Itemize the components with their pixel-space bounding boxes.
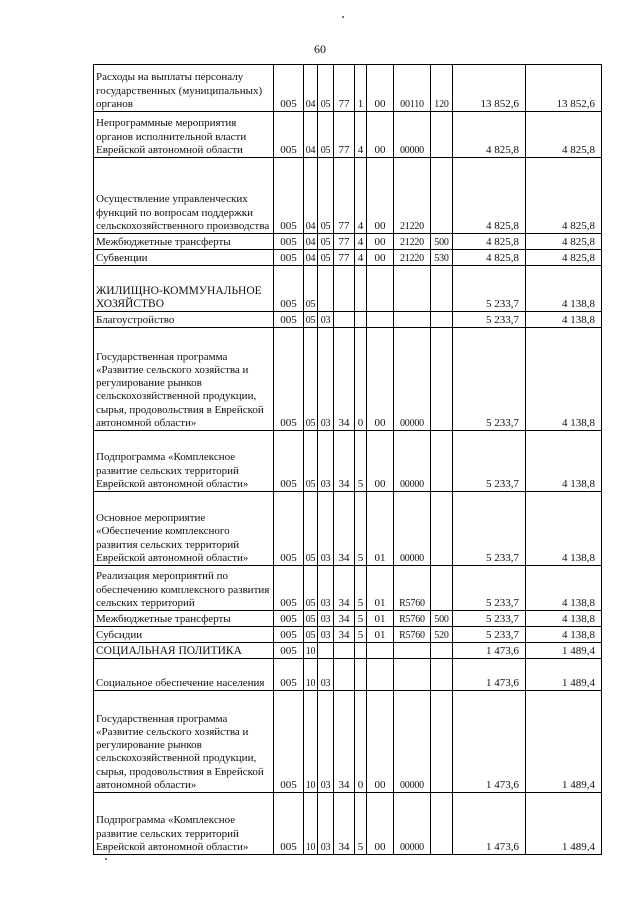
cell-pr: 05	[318, 234, 334, 250]
cell-sum-2: 1 489,4	[526, 643, 602, 659]
row-name: Непрограммные мероприятия органов исполнительной власти Еврейской автономной области	[94, 112, 274, 158]
cell-rz: 05	[304, 312, 318, 328]
cell-program: 77	[334, 112, 355, 158]
row-name: Субвенции	[94, 250, 274, 266]
cell-vr	[431, 112, 453, 158]
table-row	[94, 328, 602, 431]
cell-vr	[431, 266, 453, 312]
cell-program: 77	[334, 234, 355, 250]
cell-measure: 01	[367, 611, 394, 627]
cell-vr: 120	[431, 65, 453, 112]
cell-sum-2: 4 138,8	[526, 611, 602, 627]
row-name: Основное мероприятие «Обеспечение комплексного развития сельских территорий Еврейской автономной области»	[94, 492, 274, 566]
cell-measure: 00	[367, 250, 394, 266]
cell-subprogram: 1	[355, 65, 367, 112]
cell-pr: 03	[318, 431, 334, 492]
table-row	[94, 250, 602, 266]
table-row	[94, 643, 602, 659]
cell-gr: 005	[274, 65, 304, 112]
cell-vr	[431, 312, 453, 328]
cell-direction: 00000	[394, 431, 431, 492]
cell-vr: 530	[431, 250, 453, 266]
cell-direction: 00110	[394, 65, 431, 112]
cell-measure: 00	[367, 112, 394, 158]
cell-direction: 00000	[394, 112, 431, 158]
cell-pr: 05	[318, 250, 334, 266]
table-row	[94, 312, 602, 328]
cell-sum-1: 4 825,8	[453, 234, 526, 250]
cell-sum-1: 1 473,6	[453, 793, 526, 855]
cell-sum-1: 1 473,6	[453, 691, 526, 793]
cell-direction: R5760	[394, 611, 431, 627]
cell-sum-2: 4 138,8	[526, 431, 602, 492]
section-heading: ЖИЛИЩНО-КОММУНАЛЬНОЕ ХОЗЯЙСТВО	[94, 266, 274, 312]
cell-rz: 05	[304, 566, 318, 611]
cell-sum-1: 4 825,8	[453, 112, 526, 158]
cell-measure: 00	[367, 328, 394, 431]
cell-direction: R5760	[394, 627, 431, 643]
row-name: Благоустройство	[94, 312, 274, 328]
cell-measure	[367, 643, 394, 659]
cell-sum-1: 5 233,7	[453, 492, 526, 566]
table-row	[94, 659, 602, 691]
cell-program: 34	[334, 691, 355, 793]
cell-subprogram: 5	[355, 492, 367, 566]
cell-subprogram	[355, 266, 367, 312]
cell-program	[334, 643, 355, 659]
cell-measure: 01	[367, 627, 394, 643]
cell-pr: 03	[318, 793, 334, 855]
row-name: Расходы на выплаты персоналу государственных (муниципальных) органов	[94, 65, 274, 112]
cell-pr: 03	[318, 492, 334, 566]
cell-sum-1: 5 233,7	[453, 431, 526, 492]
cell-vr	[431, 492, 453, 566]
cell-gr: 005	[274, 627, 304, 643]
cell-gr: 005	[274, 158, 304, 234]
cell-subprogram: 0	[355, 691, 367, 793]
cell-program: 77	[334, 250, 355, 266]
cell-direction: 21220	[394, 234, 431, 250]
cell-measure	[367, 312, 394, 328]
cell-program: 34	[334, 328, 355, 431]
cell-measure: 00	[367, 234, 394, 250]
row-name: Межбюджетные трансферты	[94, 611, 274, 627]
cell-sum-1: 5 233,7	[453, 566, 526, 611]
cell-pr: 05	[318, 112, 334, 158]
cell-program	[334, 312, 355, 328]
scan-speck-bottom	[105, 858, 107, 860]
cell-subprogram	[355, 312, 367, 328]
scan-speck-top	[342, 16, 344, 18]
cell-pr: 03	[318, 611, 334, 627]
cell-direction: 21220	[394, 250, 431, 266]
cell-direction: 00000	[394, 691, 431, 793]
cell-sum-2: 1 489,4	[526, 793, 602, 855]
cell-direction	[394, 266, 431, 312]
cell-pr: 03	[318, 312, 334, 328]
cell-pr: 03	[318, 566, 334, 611]
cell-rz: 10	[304, 659, 318, 691]
cell-rz: 04	[304, 65, 318, 112]
cell-vr	[431, 328, 453, 431]
cell-vr	[431, 158, 453, 234]
cell-gr: 005	[274, 492, 304, 566]
cell-program: 34	[334, 611, 355, 627]
cell-gr: 005	[274, 566, 304, 611]
cell-vr	[431, 691, 453, 793]
cell-direction	[394, 659, 431, 691]
table-row	[94, 691, 602, 793]
cell-subprogram: 5	[355, 611, 367, 627]
cell-measure: 00	[367, 793, 394, 855]
section-heading: СОЦИАЛЬНАЯ ПОЛИТИКА	[94, 643, 274, 659]
cell-subprogram: 4	[355, 234, 367, 250]
cell-rz: 10	[304, 643, 318, 659]
table-row	[94, 234, 602, 250]
cell-subprogram: 0	[355, 328, 367, 431]
cell-gr: 005	[274, 312, 304, 328]
row-name: Осуществление управленческих функций по вопросам поддержки сельскохозяйственного производства	[94, 158, 274, 234]
cell-vr: 520	[431, 627, 453, 643]
cell-sum-2: 4 825,8	[526, 112, 602, 158]
cell-rz: 10	[304, 793, 318, 855]
cell-direction: 00000	[394, 793, 431, 855]
cell-rz: 04	[304, 250, 318, 266]
cell-program: 34	[334, 627, 355, 643]
cell-gr: 005	[274, 691, 304, 793]
cell-vr	[431, 643, 453, 659]
cell-rz: 05	[304, 627, 318, 643]
table-row	[94, 611, 602, 627]
cell-sum-1: 5 233,7	[453, 328, 526, 431]
cell-direction	[394, 312, 431, 328]
row-name: Межбюджетные трансферты	[94, 234, 274, 250]
cell-vr: 500	[431, 234, 453, 250]
cell-vr: 500	[431, 611, 453, 627]
cell-pr: 03	[318, 627, 334, 643]
cell-gr: 005	[274, 431, 304, 492]
cell-direction: 00000	[394, 328, 431, 431]
cell-sum-2: 4 138,8	[526, 266, 602, 312]
table-row	[94, 627, 602, 643]
cell-program: 77	[334, 65, 355, 112]
cell-sum-1: 13 852,6	[453, 65, 526, 112]
cell-gr: 005	[274, 234, 304, 250]
cell-pr: 05	[318, 65, 334, 112]
cell-sum-2: 1 489,4	[526, 659, 602, 691]
cell-sum-2: 4 138,8	[526, 312, 602, 328]
cell-program: 77	[334, 158, 355, 234]
cell-direction	[394, 643, 431, 659]
cell-subprogram: 4	[355, 250, 367, 266]
cell-pr	[318, 266, 334, 312]
cell-direction: 21220	[394, 158, 431, 234]
cell-measure	[367, 659, 394, 691]
cell-program: 34	[334, 492, 355, 566]
cell-gr: 005	[274, 611, 304, 627]
cell-pr: 03	[318, 691, 334, 793]
table-row	[94, 266, 602, 312]
cell-pr	[318, 643, 334, 659]
cell-measure: 00	[367, 65, 394, 112]
cell-gr: 005	[274, 112, 304, 158]
cell-vr	[431, 793, 453, 855]
cell-program: 34	[334, 431, 355, 492]
cell-vr	[431, 431, 453, 492]
cell-sum-2: 4 138,8	[526, 328, 602, 431]
cell-subprogram: 5	[355, 627, 367, 643]
cell-subprogram: 4	[355, 158, 367, 234]
cell-sum-2: 4 138,8	[526, 627, 602, 643]
cell-rz: 04	[304, 158, 318, 234]
cell-program: 34	[334, 566, 355, 611]
cell-sum-2: 4 138,8	[526, 566, 602, 611]
cell-sum-2: 4 825,8	[526, 158, 602, 234]
cell-rz: 05	[304, 266, 318, 312]
cell-sum-2: 13 852,6	[526, 65, 602, 112]
row-name: Подпрограмма «Комплексное развитие сельских территорий Еврейской автономной области»	[94, 793, 274, 855]
table-row	[94, 793, 602, 855]
cell-pr: 03	[318, 328, 334, 431]
cell-sum-1: 5 233,7	[453, 611, 526, 627]
table-row	[94, 65, 602, 112]
cell-rz: 04	[304, 112, 318, 158]
row-name: Социальное обеспечение населения	[94, 659, 274, 691]
cell-subprogram	[355, 659, 367, 691]
cell-pr: 03	[318, 659, 334, 691]
table-row	[94, 112, 602, 158]
cell-subprogram: 5	[355, 566, 367, 611]
cell-program: 34	[334, 793, 355, 855]
cell-vr	[431, 659, 453, 691]
cell-rz: 04	[304, 234, 318, 250]
cell-rz: 05	[304, 328, 318, 431]
budget-table	[93, 64, 602, 855]
table-row	[94, 492, 602, 566]
cell-direction: 00000	[394, 492, 431, 566]
cell-rz: 05	[304, 431, 318, 492]
cell-sum-2: 4 138,8	[526, 492, 602, 566]
row-name: Реализация мероприятий по обеспечению комплексного развития сельских территорий	[94, 566, 274, 611]
cell-measure	[367, 266, 394, 312]
cell-sum-2: 4 825,8	[526, 250, 602, 266]
cell-rz: 10	[304, 691, 318, 793]
cell-sum-1: 4 825,8	[453, 250, 526, 266]
cell-measure: 00	[367, 431, 394, 492]
cell-measure: 01	[367, 492, 394, 566]
cell-sum-1: 1 473,6	[453, 659, 526, 691]
cell-gr: 005	[274, 266, 304, 312]
table-row	[94, 158, 602, 234]
page-number: 60	[314, 42, 326, 56]
cell-sum-1: 1 473,6	[453, 643, 526, 659]
cell-subprogram: 5	[355, 431, 367, 492]
cell-subprogram	[355, 643, 367, 659]
cell-measure: 00	[367, 158, 394, 234]
cell-sum-2: 4 825,8	[526, 234, 602, 250]
cell-gr: 005	[274, 250, 304, 266]
cell-pr: 05	[318, 158, 334, 234]
row-name: Государственная программа «Развитие сельского хозяйства и регулирование рынков сельскохозяйственной продукции, сырья, продовольствия в Еврейской автономной области»	[94, 328, 274, 431]
cell-gr: 005	[274, 643, 304, 659]
cell-sum-1: 4 825,8	[453, 158, 526, 234]
cell-sum-1: 5 233,7	[453, 266, 526, 312]
cell-gr: 005	[274, 793, 304, 855]
cell-subprogram: 4	[355, 112, 367, 158]
cell-program	[334, 266, 355, 312]
cell-subprogram: 5	[355, 793, 367, 855]
cell-rz: 05	[304, 492, 318, 566]
cell-gr: 005	[274, 328, 304, 431]
cell-rz: 05	[304, 611, 318, 627]
row-name: Подпрограмма «Комплексное развитие сельских территорий Еврейской автономной области»	[94, 431, 274, 492]
cell-measure: 01	[367, 566, 394, 611]
cell-direction: R5760	[394, 566, 431, 611]
row-name: Субсидии	[94, 627, 274, 643]
cell-vr	[431, 566, 453, 611]
row-name: Государственная программа «Развитие сельского хозяйства и регулирование рынков сельскохозяйственной продукции, сырья, продовольствия в Еврейской автономной области»	[94, 691, 274, 793]
cell-sum-1: 5 233,7	[453, 312, 526, 328]
cell-measure: 00	[367, 691, 394, 793]
cell-gr: 005	[274, 659, 304, 691]
table-row	[94, 431, 602, 492]
cell-program	[334, 659, 355, 691]
cell-sum-1: 5 233,7	[453, 627, 526, 643]
cell-sum-2: 1 489,4	[526, 691, 602, 793]
table-row	[94, 566, 602, 611]
